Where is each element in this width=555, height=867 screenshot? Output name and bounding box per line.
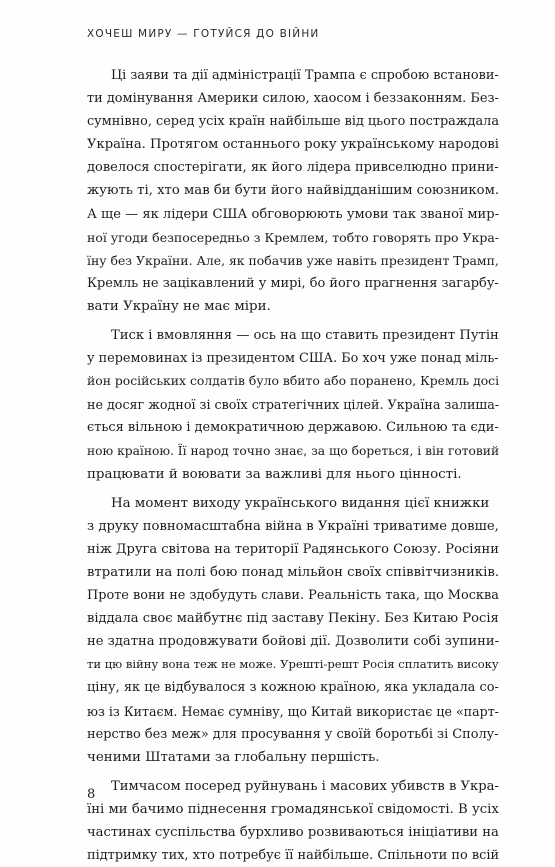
text-line: віддала своє майбутнє під заставу Пекіну. Без Китаю Росія — [87, 611, 499, 627]
text-line: з друку повномасштабна війна в Україні триватиме довше, — [87, 518, 499, 534]
text-line: На момент виходу українського видання цієї книжки — [111, 495, 490, 511]
text-line: підтримку тих, хто потребує її найбільше. Спільноти по всій — [87, 848, 499, 864]
page-number: 8 — [87, 787, 96, 802]
paragraph — [87, 64, 499, 318]
text-line: сумнівно, серед усіх країн найбільше від цього постраждала — [87, 114, 499, 130]
text-line: їну без України. Але, як побачив уже навіть президент Трамп, — [87, 252, 499, 268]
text-line: ніж Друга світова на території Радянського Союзу. Росіяни — [87, 541, 499, 557]
text-line: Тимчасом посеред руйнувань і масових убивств в Укра- — [111, 778, 499, 794]
text-line: ченими Штатами за глобальну першість. — [87, 749, 380, 765]
text-line: ти домінування Америки силою, хаосом і беззаконням. Без- — [87, 91, 499, 107]
text-line: А ще — як лідери США обговорюють умови так званої мир- — [87, 206, 499, 222]
text-line: не досяг жодної зі своїх стратегічних цілей. Україна залиша- — [87, 397, 499, 413]
text-line: Кремль не зацікавлений у мирі, бо його прагнення загарбу- — [87, 275, 499, 291]
text-line: довелося спостерігати, як його лідера привселюдно прини- — [87, 160, 499, 176]
text-line: Ці заяви та дії адміністрації Трампа є спробою встанови- — [111, 68, 499, 83]
text-line: Проте вони не здобудуть слави. Реальність така, що Москва — [87, 588, 499, 604]
text-line: працювати й воювати за важливі для нього цінності. — [87, 466, 462, 482]
text-line: йон російських солдатів було вбито або поранено, Кремль досі — [87, 374, 499, 389]
text-line: юз із Китаєм. Немає сумніву, що Китай використає це «парт- — [87, 703, 499, 719]
text-line: ціну, як це відбувалося з кожною країною, яка укладала со- — [87, 680, 499, 696]
text-line: нерство без меж» для просування у своїй боротьбі зі Сполу- — [87, 726, 499, 742]
text-line: Україна. Протягом останнього року українському народові — [87, 137, 499, 153]
text-line: ти цю війну вона теж не може. Урешті-решт Росія сплатить високу — [87, 657, 499, 672]
text-line: вати Україну не має міри. — [87, 298, 271, 314]
text-line: не здатна продовжувати бойові дії. Дозволити собі зупини- — [87, 634, 499, 650]
text-line: ється вільною і демократичною державою. Сильною та єди- — [87, 420, 499, 436]
running-header: ХОЧЕШ МИРУ — ГОТУЙСЯ ДО ВІЙНИ — [87, 28, 320, 40]
text-line: жують ті, хто мав би бути його найвідданішим союзником. — [87, 183, 499, 199]
text-line: ної угоди безпосередньо з Кремлем, тобто говорять про Укра- — [87, 229, 499, 245]
text-line: Тиск і вмовляння — ось на що ставить президент Путін — [111, 328, 499, 344]
text-line: частинах суспільства бурхливо розвиваються ініціативи на — [87, 825, 499, 840]
text-line: ною країною. Її народ точно знає, за що бореться, і він готовий — [87, 443, 499, 458]
text-line: їні ми бачимо піднесення громадянської свідомості. В усіх — [87, 801, 499, 817]
text-line: у перемовинах із президентом США. Бо хоч уже понад міль- — [87, 351, 499, 367]
paragraph — [87, 324, 499, 486]
text-line: втратили на полі бою понад мільйон своїх співвітчизників. — [87, 564, 499, 580]
paragraph — [87, 775, 499, 867]
body-text — [87, 64, 499, 867]
paragraph — [87, 492, 499, 769]
